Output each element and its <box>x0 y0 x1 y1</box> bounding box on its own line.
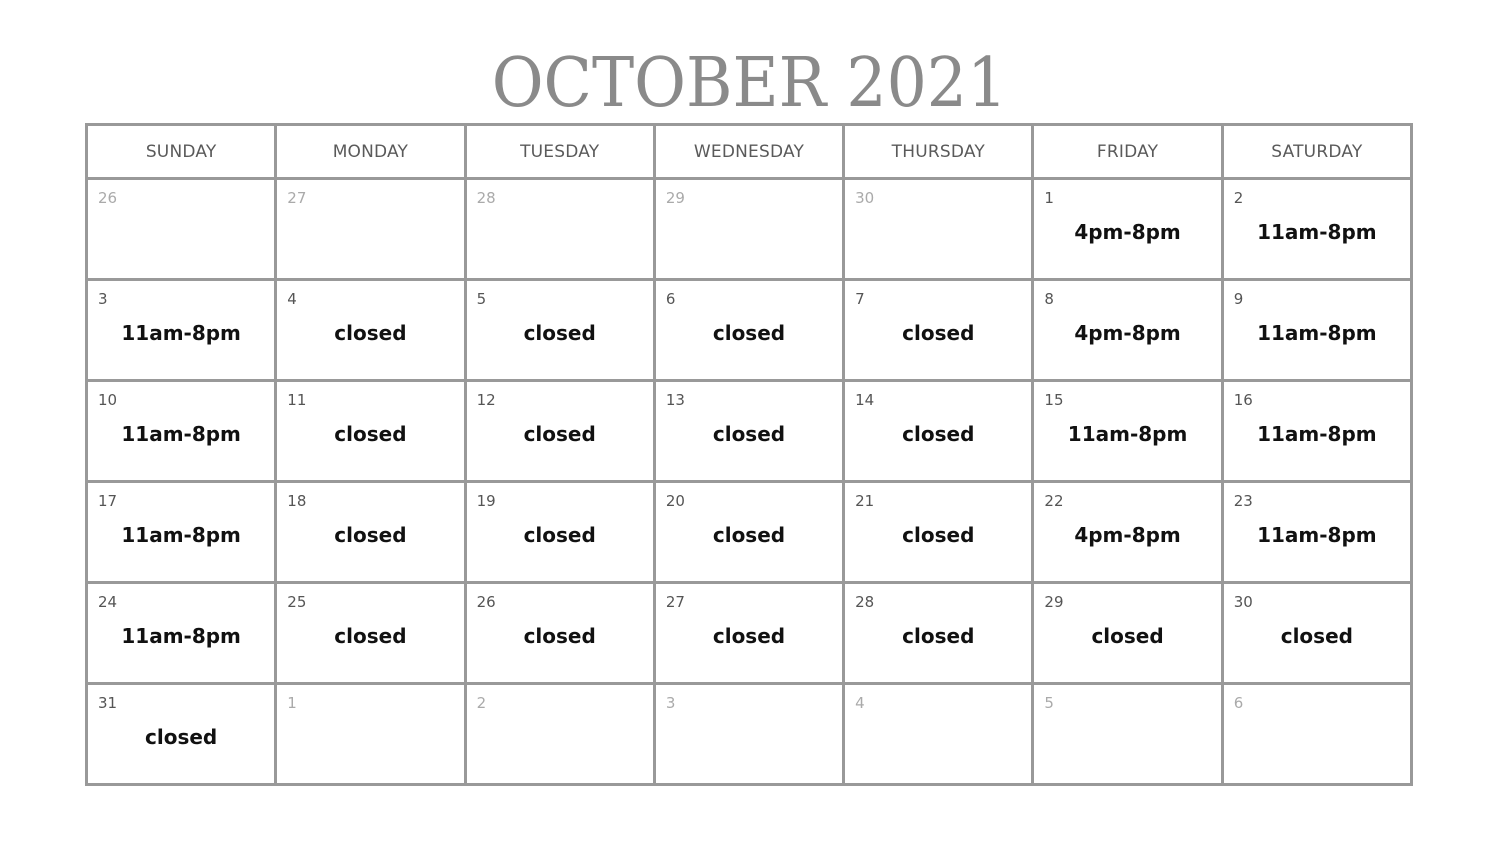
weekday-header-sunday: SUNDAY <box>88 126 277 180</box>
day-number: 25 <box>287 593 307 611</box>
day-hours: closed <box>523 422 596 446</box>
day-hours: 11am-8pm <box>1257 321 1377 345</box>
day-hours: 11am-8pm <box>121 624 241 648</box>
day-hours: closed <box>712 321 786 345</box>
day-number: 8 <box>1044 290 1054 308</box>
day-number-adjacent-month: 3 <box>665 694 676 712</box>
day-hours: closed <box>145 725 218 749</box>
day-cell <box>845 382 1034 483</box>
day-hours: 11am-8pm <box>1257 422 1377 446</box>
day-cell <box>88 180 277 281</box>
day-number-adjacent-month: 28 <box>476 189 496 207</box>
day-number: 31 <box>98 694 118 712</box>
day-cell <box>277 382 466 483</box>
day-number: 2 <box>1233 189 1244 207</box>
day-cell <box>1034 584 1223 685</box>
day-number: 11 <box>287 391 307 409</box>
day-cell <box>1034 483 1223 584</box>
day-hours: 11am-8pm <box>121 422 241 446</box>
day-hours: 4pm-8pm <box>1074 321 1181 345</box>
calendar-grid <box>85 123 1413 786</box>
day-cell <box>1224 281 1413 382</box>
day-cell <box>467 483 656 584</box>
weekday-header-monday: MONDAY <box>277 126 466 180</box>
day-cell <box>277 281 466 382</box>
day-hours: closed <box>334 422 407 446</box>
day-hours: closed <box>902 624 975 648</box>
day-number: 9 <box>1233 290 1244 308</box>
day-cell <box>656 483 845 584</box>
day-cell <box>1224 483 1413 584</box>
day-hours: closed <box>523 624 596 648</box>
weekday-header-wednesday: WEDNESDAY <box>656 126 845 180</box>
day-hours: closed <box>1091 624 1164 648</box>
day-cell <box>277 685 466 786</box>
day-cell <box>845 584 1034 685</box>
day-number: 15 <box>1044 391 1064 409</box>
day-cell <box>1034 382 1223 483</box>
day-cell <box>88 483 277 584</box>
day-number: 5 <box>476 290 487 308</box>
day-number: 1 <box>1044 189 1054 207</box>
day-number: 12 <box>476 391 496 409</box>
day-cell <box>1034 685 1223 786</box>
day-cell <box>88 382 277 483</box>
day-cell <box>467 382 656 483</box>
weekday-header-tuesday: TUESDAY <box>467 126 656 180</box>
weekday-header-saturday: SATURDAY <box>1224 126 1413 180</box>
day-number-adjacent-month: 30 <box>855 189 875 207</box>
day-hours: closed <box>712 422 786 446</box>
day-cell <box>277 180 466 281</box>
day-hours: closed <box>334 523 407 547</box>
day-number: 28 <box>855 593 875 611</box>
day-number: 27 <box>665 593 685 611</box>
day-hours: closed <box>902 422 975 446</box>
day-number: 16 <box>1233 391 1253 409</box>
day-number: 19 <box>476 492 496 510</box>
day-hours: closed <box>712 624 786 648</box>
day-number: 17 <box>98 492 118 510</box>
day-hours: closed <box>1280 624 1353 648</box>
day-number: 22 <box>1044 492 1064 510</box>
day-hours: closed <box>523 523 596 547</box>
day-cell <box>845 180 1034 281</box>
day-number-adjacent-month: 27 <box>287 189 307 207</box>
day-cell <box>277 584 466 685</box>
day-hours: 11am-8pm <box>1067 422 1188 446</box>
day-number-adjacent-month: 5 <box>1044 694 1054 712</box>
day-cell <box>1224 584 1413 685</box>
day-cell <box>845 685 1034 786</box>
day-number: 14 <box>855 391 875 409</box>
day-cell <box>467 685 656 786</box>
day-hours: closed <box>523 321 596 345</box>
day-number: 20 <box>665 492 685 510</box>
day-cell <box>1034 180 1223 281</box>
day-cell <box>656 180 845 281</box>
day-number: 3 <box>98 290 108 308</box>
day-cell <box>656 382 845 483</box>
day-number: 26 <box>476 593 496 611</box>
day-number: 7 <box>855 290 865 308</box>
day-number-adjacent-month: 29 <box>665 189 685 207</box>
day-number-adjacent-month: 1 <box>287 694 297 712</box>
day-hours: closed <box>902 321 975 345</box>
day-number: 30 <box>1233 593 1253 611</box>
day-hours: 4pm-8pm <box>1074 523 1181 547</box>
day-hours: closed <box>712 523 786 547</box>
day-hours: closed <box>902 523 975 547</box>
day-number: 24 <box>98 593 118 611</box>
day-hours: 11am-8pm <box>1257 523 1377 547</box>
day-cell <box>277 483 466 584</box>
day-cell <box>845 281 1034 382</box>
day-hours: 4pm-8pm <box>1074 220 1181 244</box>
weekday-header-friday: FRIDAY <box>1034 126 1223 180</box>
day-cell <box>467 281 656 382</box>
calendar-title: OCTOBER 2021 <box>491 44 1008 123</box>
day-number-adjacent-month: 2 <box>476 694 487 712</box>
day-number-adjacent-month: 26 <box>98 189 118 207</box>
day-number: 21 <box>855 492 875 510</box>
day-cell <box>467 584 656 685</box>
weekday-header-thursday: THURSDAY <box>845 126 1034 180</box>
day-cell <box>656 685 845 786</box>
day-hours: closed <box>334 624 407 648</box>
day-cell <box>467 180 656 281</box>
day-number: 6 <box>665 290 676 308</box>
day-cell <box>1224 382 1413 483</box>
day-cell <box>88 685 277 786</box>
day-cell <box>656 281 845 382</box>
day-hours: 11am-8pm <box>1257 220 1377 244</box>
day-cell <box>1034 281 1223 382</box>
day-cell <box>845 483 1034 584</box>
day-cell <box>1224 180 1413 281</box>
day-hours: closed <box>334 321 407 345</box>
day-number: 23 <box>1233 492 1253 510</box>
day-number-adjacent-month: 4 <box>855 694 865 712</box>
day-cell <box>1224 685 1413 786</box>
day-cell <box>88 584 277 685</box>
day-number: 13 <box>665 391 685 409</box>
day-number: 18 <box>287 492 307 510</box>
day-hours: 11am-8pm <box>121 523 241 547</box>
day-cell <box>88 281 277 382</box>
day-number-adjacent-month: 6 <box>1233 694 1244 712</box>
day-hours: 11am-8pm <box>121 321 241 345</box>
day-number: 10 <box>98 391 118 409</box>
day-cell <box>656 584 845 685</box>
day-number: 4 <box>287 290 297 308</box>
day-number: 29 <box>1044 593 1064 611</box>
